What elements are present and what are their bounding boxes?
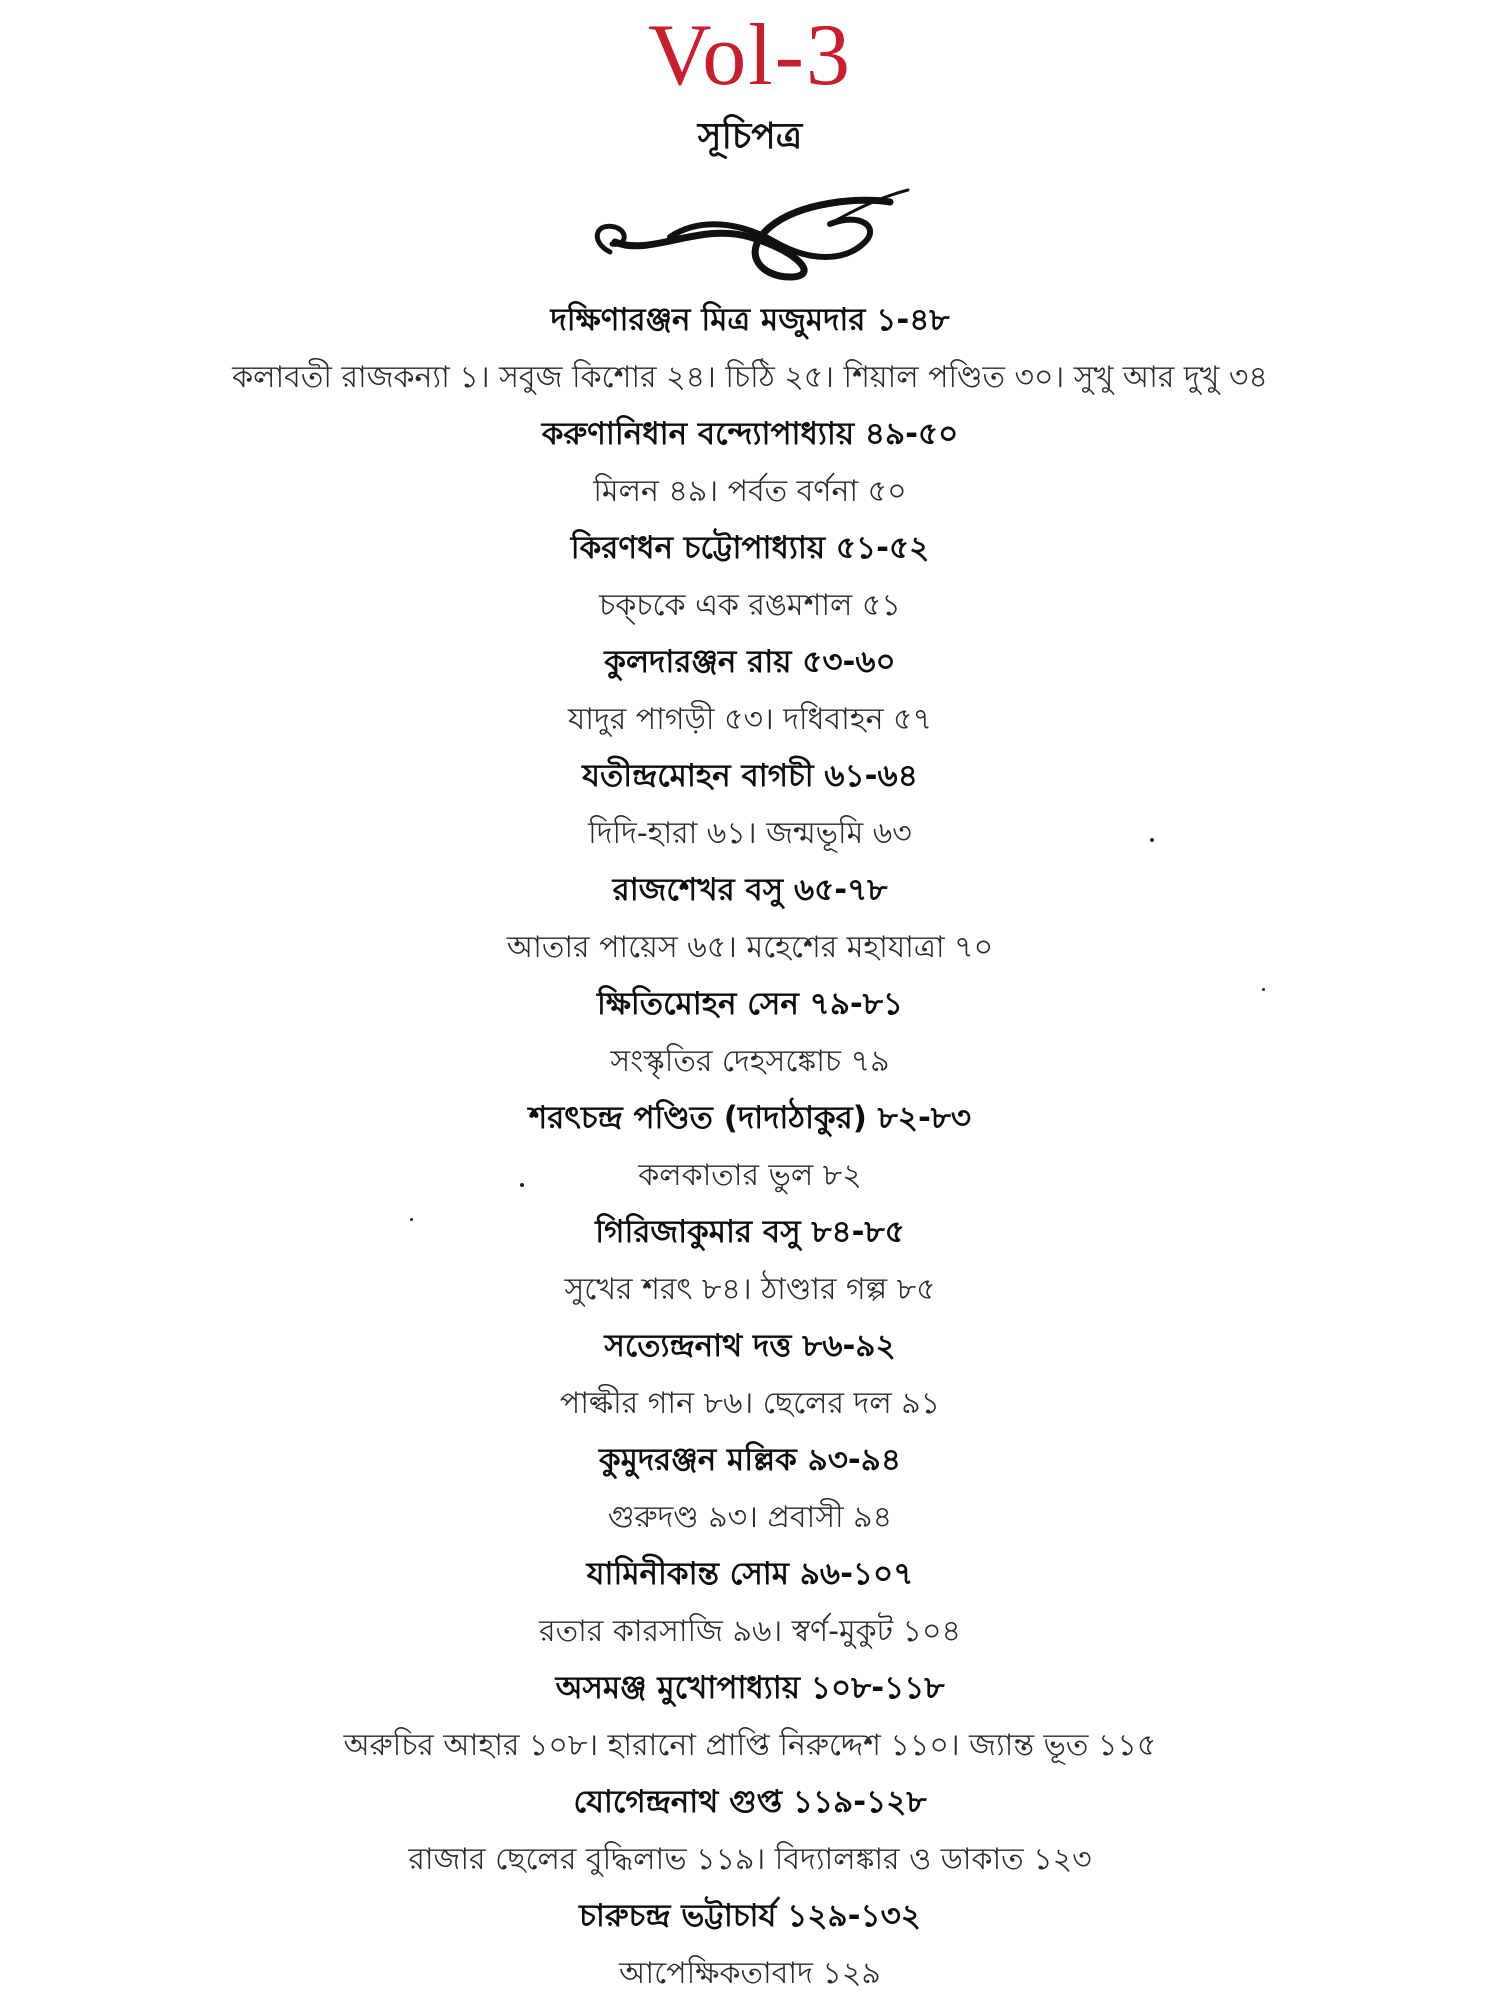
works-entry: রতার কারসাজি ৯৬। স্বর্ণ-মুকুট ১০৪: [539, 1614, 961, 1649]
flourish-ornament-icon: [590, 182, 910, 292]
author-entry: রাজশেখর বসু ৬৫-৭৮: [612, 872, 888, 908]
author-entry: কুলদারঞ্জন রায় ৫৩-৬০: [604, 644, 896, 680]
scan-speck: [520, 1183, 524, 1187]
works-entry: গুরুদণ্ড ৯৩। প্রবাসী ৯৪: [607, 1500, 893, 1535]
works-entry: মিলন ৪৯। পর্বত বর্ণনা ৫০: [593, 474, 907, 509]
author-entry: শরৎচন্দ্র পণ্ডিত (দাদাঠাকুর) ৮২-৮৩: [528, 1100, 972, 1136]
works-entry: দিদি-হারা ৬১। জন্মভূমি ৬৩: [588, 816, 912, 851]
works-entry: সংস্কৃতির দেহসঙ্কোচ ৭৯: [610, 1044, 890, 1079]
author-entry: সত্যেন্দ্রনাথ দত্ত ৮৬-৯২: [604, 1328, 896, 1364]
contents-heading: সূচিপত্র: [697, 116, 803, 157]
works-entry: যাদুর পাগড়ী ৫৩। দধিবাহন ৫৭: [567, 702, 932, 737]
author-entry: কুমুদরঞ্জন মল্লিক ৯৩-৯৪: [598, 1442, 901, 1478]
volume-title: Vol-3: [648, 7, 852, 104]
table-of-contents: [0, 292, 1500, 2002]
author-entry: চারুচন্দ্র ভট্টাচার্য ১২৯-১৩২: [579, 1898, 921, 1934]
author-entry: দক্ষিণারঞ্জন মিত্র মজুমদার ১-৪৮: [550, 302, 950, 338]
author-entry: যামিনীকান্ত সোম ৯৬-১০৭: [586, 1556, 914, 1592]
scan-speck: [1262, 988, 1265, 991]
author-entry: ক্ষিতিমোহন সেন ৭৯-৮১: [596, 986, 904, 1022]
works-entry: সুখের শরৎ ৮৪। ঠাণ্ডার গল্প ৮৫: [564, 1272, 936, 1307]
scan-speck: [410, 1218, 413, 1221]
author-entry: যতীন্দ্রমোহন বাগচী ৬১-৬৪: [582, 758, 918, 794]
works-entry: আপেক্ষিকতাবাদ ১২৯: [619, 1956, 881, 1991]
author-entry: অসমঞ্জ মুখোপাধ্যায় ১০৮-১১৮: [555, 1670, 945, 1706]
author-entry: করুণানিধান বন্দ্যোপাধ্যায় ৪৯-৫০: [541, 416, 959, 452]
works-entry: কলাবতী রাজকন্যা ১। সবুজ কিশোর ২৪। চিঠি ২৫। শিয়াল পণ্ডিত ৩০। সুখু আর দুখু ৩৪: [232, 360, 1268, 395]
works-entry: পাল্কীর গান ৮৬। ছেলের দল ৯১: [559, 1386, 941, 1421]
author-entry: গিরিজাকুমার বসু ৮৪-৮৫: [595, 1214, 905, 1250]
works-entry: আতার পায়েস ৬৫। মহেশের মহাযাত্রা ৭০: [506, 930, 994, 965]
works-entry: কলকাতার ভুল ৮২: [638, 1158, 862, 1193]
author-entry: কিরণধন চট্টোপাধ্যায় ৫১-৫২: [570, 530, 930, 566]
works-entry: চক্চকে এক রঙমশাল ৫১: [599, 588, 901, 623]
author-entry: যোগেন্দ্রনাথ গুপ্ত ১১৯-১২৮: [573, 1784, 927, 1820]
works-entry: রাজার ছেলের বুদ্ধিলাভ ১১৯। বিদ্যালঙ্কার ও ডাকাত ১২৩: [408, 1842, 1092, 1877]
works-entry: অরুচির আহার ১০৮। হারানো প্রাপ্তি নিরুদ্দেশ ১১০। জ্যান্ত ভূত ১১৫: [343, 1728, 1157, 1763]
scan-speck: [1150, 838, 1154, 842]
